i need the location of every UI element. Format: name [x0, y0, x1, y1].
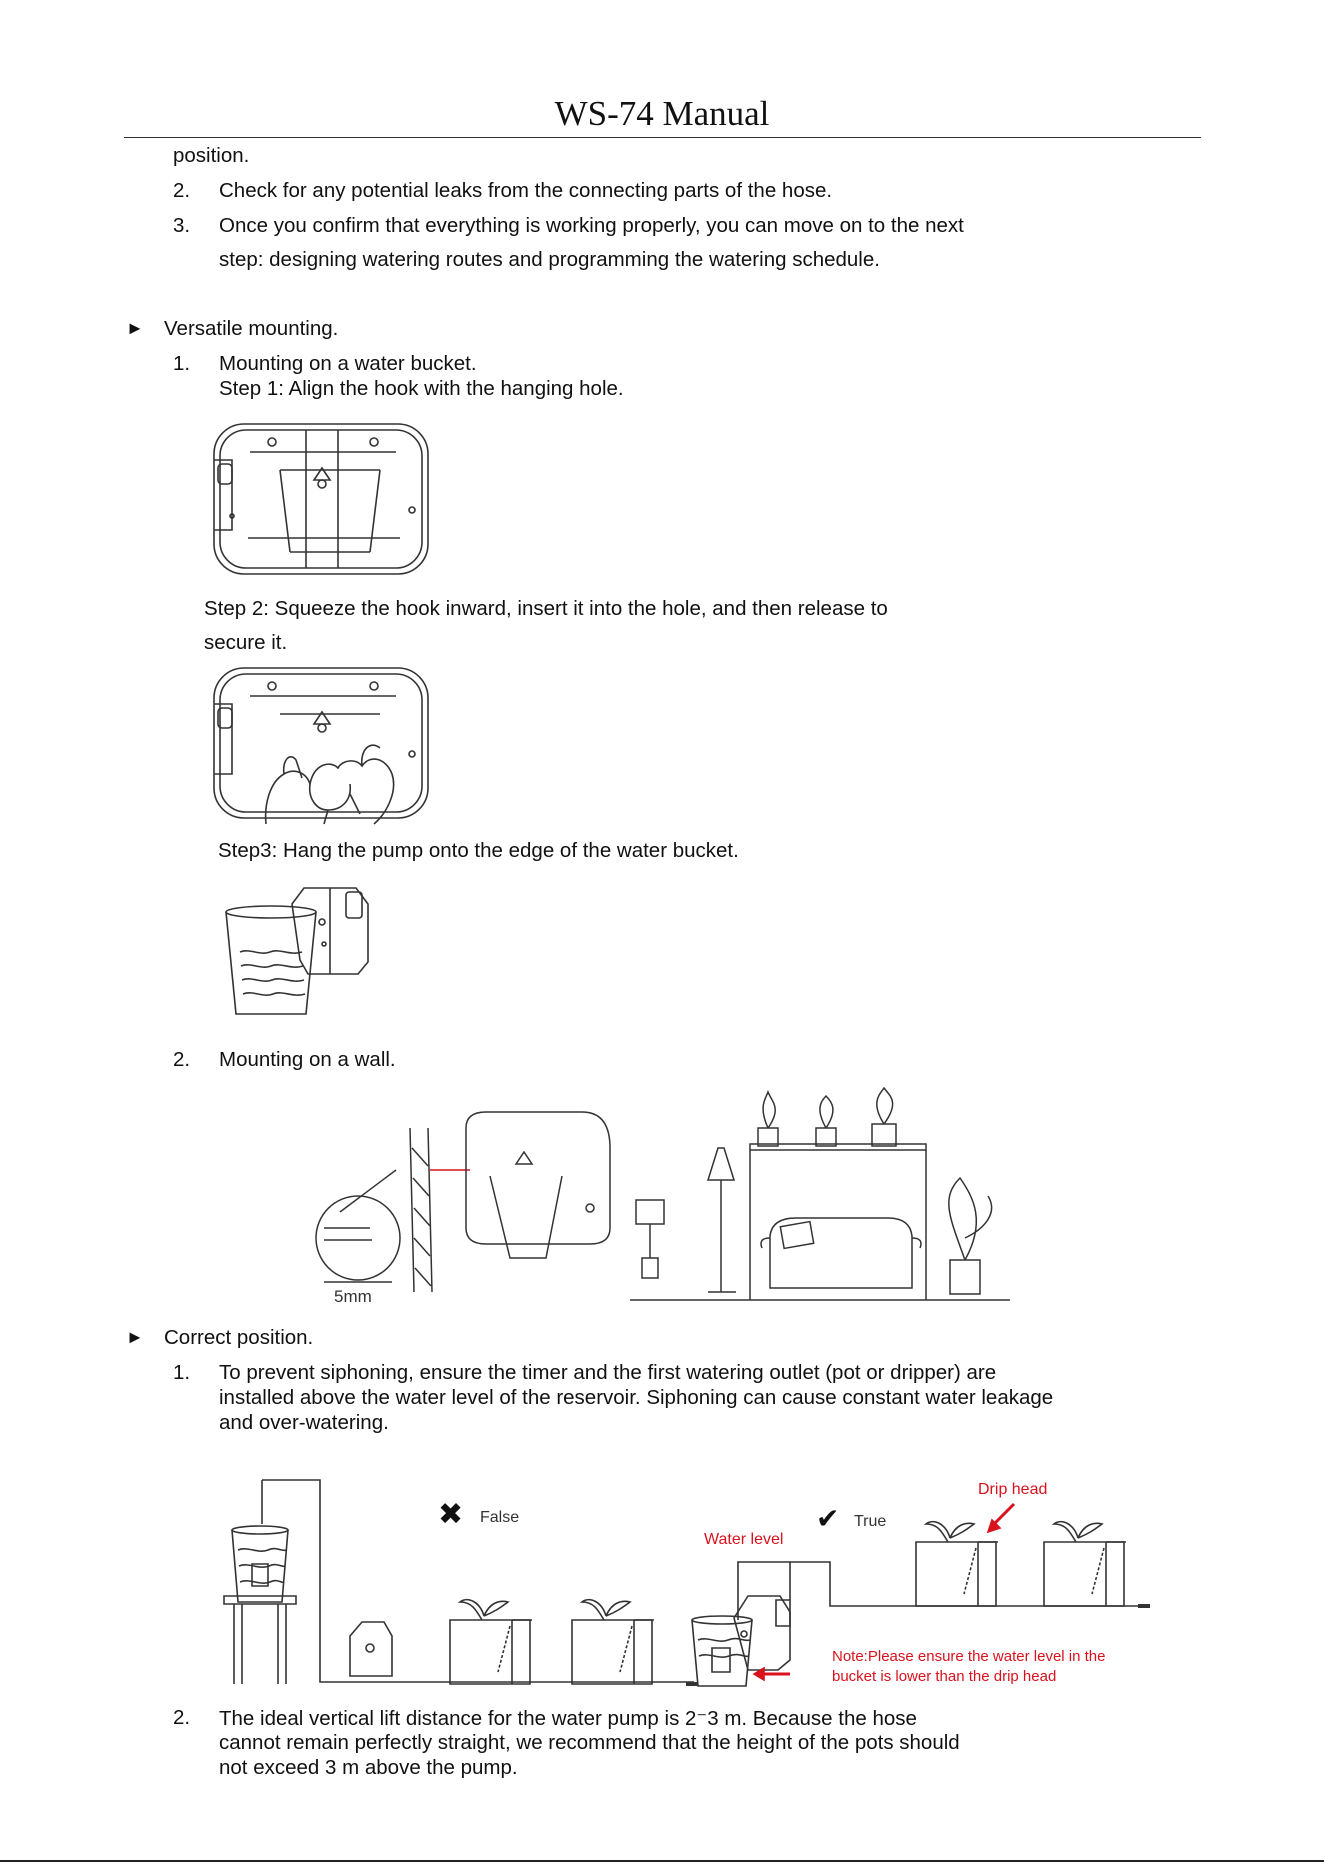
- bucket-hang-illustration: [222, 882, 372, 1022]
- list-number: 3.: [173, 214, 191, 237]
- water-level-label: Water level: [704, 1531, 784, 1548]
- section-heading: Correct position.: [164, 1326, 314, 1349]
- note-text: Note:Please ensure the water level in the: [832, 1648, 1106, 1665]
- list-item-text: not exceed 3 m above the pump.: [219, 1756, 518, 1779]
- false-mark-icon: ✖: [438, 1497, 464, 1532]
- list-item-text: Check for any potential leaks from the connecting parts of the hose.: [219, 179, 833, 202]
- list-item-text: Mounting on a water bucket.: [219, 352, 477, 375]
- list-number: 2.: [173, 179, 191, 202]
- bullet-triangle-icon: ►: [126, 318, 144, 338]
- header-rule: [124, 137, 1201, 138]
- dimension-label: 5mm: [334, 1287, 372, 1306]
- drip-head-label: Drip head: [978, 1481, 1048, 1498]
- true-label: True: [854, 1513, 887, 1530]
- wall-mount-illustration: [310, 1088, 1026, 1304]
- squeeze-hook-illustration: [210, 664, 434, 826]
- siphon-diagram: [214, 1470, 1176, 1696]
- bullet-triangle-icon: ►: [126, 1327, 144, 1347]
- list-item-text: Mounting on a wall.: [219, 1048, 396, 1071]
- step-text: Step3: Hang the pump onto the edge of the water bucket.: [218, 839, 739, 862]
- footer-rule: [0, 1860, 1324, 1862]
- true-mark-icon: ✔: [816, 1502, 840, 1535]
- false-label: False: [480, 1509, 520, 1526]
- list-item-text: The ideal vertical lift distance for the water pump is 2⁻3 m. Because the hose: [219, 1707, 917, 1730]
- step-text: Step 1: Align the hook with the hanging hole.: [219, 377, 624, 400]
- list-item-text: cannot remain perfectly straight, we recommend that the height of the pots should: [219, 1731, 960, 1754]
- pump-back-illustration: [210, 420, 434, 578]
- list-number: 1.: [173, 352, 191, 375]
- step-text: Step 2: Squeeze the hook inward, insert it into the hole, and then release to: [204, 597, 888, 620]
- list-item-text: To prevent siphoning, ensure the timer and the first watering outlet (pot or dripper) are: [219, 1361, 997, 1384]
- list-number: 1.: [173, 1361, 191, 1384]
- list-item-text: step: designing watering routes and programming the watering schedule.: [219, 248, 880, 271]
- list-item-text: Once you confirm that everything is working properly, you can move on to the next: [219, 214, 964, 237]
- list-number: 2.: [173, 1706, 191, 1729]
- list-item-text: installed above the water level of the reservoir. Siphoning can cause constant water leakage: [219, 1386, 1054, 1409]
- continuation-text: position.: [173, 144, 250, 167]
- list-item-text: and over-watering.: [219, 1411, 389, 1434]
- note-text: bucket is lower than the drip head: [832, 1668, 1057, 1685]
- list-number: 2.: [173, 1048, 191, 1071]
- section-heading: Versatile mounting.: [164, 317, 339, 340]
- step-text: secure it.: [204, 631, 288, 654]
- page-title: WS-74 Manual: [554, 94, 770, 133]
